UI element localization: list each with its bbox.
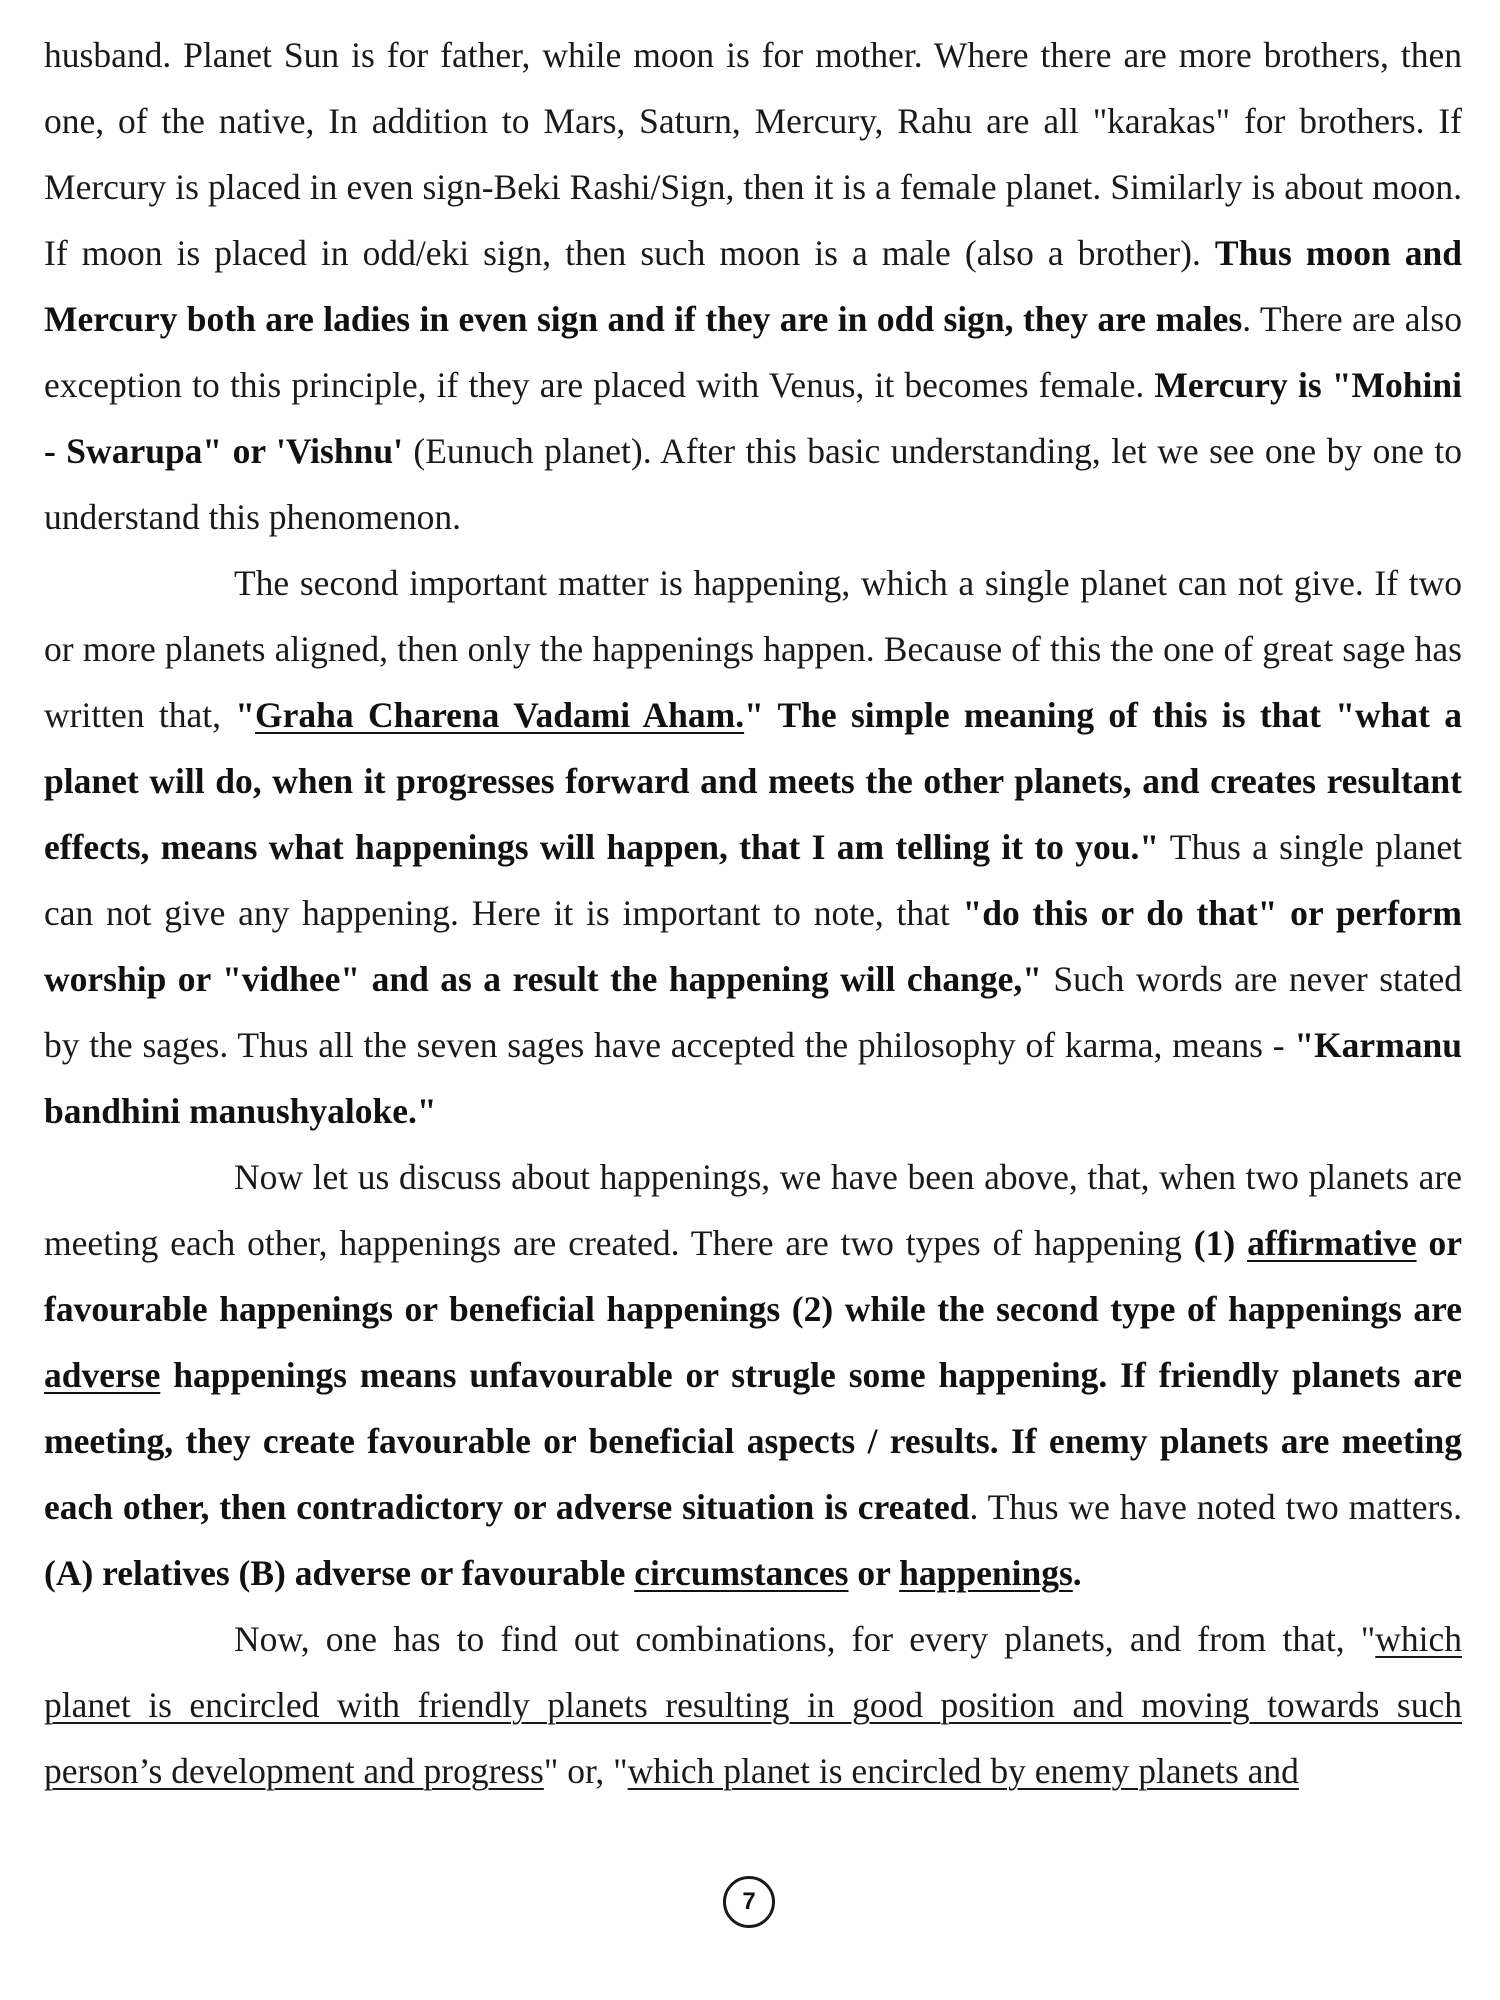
p3-underlined-circumstances: circumstances	[634, 1553, 849, 1593]
p3-underlined-happenings: happenings	[899, 1553, 1073, 1593]
p3-underlined-adverse: adverse	[44, 1355, 161, 1395]
page-number: 7	[723, 1876, 775, 1928]
p4-text-2: " or, "	[543, 1751, 628, 1791]
p3-bold-3: happenings means unfavourable or strugle some happening. If friendly planets are meeting, they create favourable or beneficial aspects / results. If enemy planets are meeting each other, then contradictory or adverse situation is created	[44, 1355, 1462, 1527]
p3-bold-5: or	[848, 1553, 900, 1593]
p2-underlined-title: Graha Charena Vadami Aham.	[255, 695, 745, 735]
p1-bold-1: Thus moon and Mercury both are ladies in even sign and if they are in odd sign, they are males	[44, 233, 1462, 339]
p1-text-3: (Eunuch planet). After this basic understanding, let we see one by one to understand this phenomenon.	[44, 431, 1462, 537]
paragraph-2	[44, 550, 1462, 1144]
p2-bold-3: "Karmanu bandhini manushyaloke."	[44, 1025, 1462, 1131]
p4-underlined-1: which planet is encircled with friendly planets resulting in good position and moving towards such person’s development and progress	[44, 1619, 1462, 1791]
document-page	[44, 22, 1462, 1804]
p2-bold-2: "do this or do that" or perform worship or "vidhee" and as a result the happening will change,"	[44, 893, 1462, 999]
p3-text-1: Now let us discuss about happenings, we have been above, that, when two planets are meeting each other, happenings are created. There are two types of happening	[44, 1157, 1462, 1263]
paragraph-3	[44, 1144, 1462, 1606]
paragraph-4	[44, 1606, 1462, 1804]
p1-text-2: . There are also exception to this principle, if they are placed with Venus, it becomes female.	[44, 299, 1462, 405]
p3-bold-1: (1)	[1193, 1223, 1248, 1263]
p2-text-1: The second important matter is happening, which a single planet can not give. If two or more planets aligned, then only the happenings happen. Because of this the one of great sage has written that,	[44, 563, 1462, 735]
p3-text-2: . Thus we have noted two matters.	[969, 1487, 1463, 1527]
p1-text-1: husband. Planet Sun is for father, while moon is for mother. Where there are more brothers, then one, of the native, In addition to Mars, Saturn, Mercury, Rahu are all "karakas" for brothers. If Mercury is placed in even sign-Beki Rashi/Sign, then it is a female planet. Similarly is about moon. If moon is placed in odd/eki sign, then such moon is a male (also a brother).	[44, 35, 1462, 273]
p4-underlined-2: which planet is encircled by enemy planets and	[627, 1751, 1299, 1791]
p3-bold-2: or favourable happenings or beneficial happenings (2) while the second type of happenings are	[44, 1223, 1462, 1329]
p3-bold-6: .	[1072, 1553, 1082, 1593]
paragraph-1	[44, 22, 1462, 550]
p3-underlined-affirmative: affirmative	[1247, 1223, 1417, 1263]
p1-bold-2: Mercury is "Mohini - Swarupa" or 'Vishnu'	[44, 365, 1462, 471]
p2-bold-1: " The simple meaning of this is that "what a planet will do, when it progresses forward and meets the other planets, and creates resultant effects, means what happenings will happen, that I am telling it to you."	[44, 695, 1462, 867]
p3-bold-4: (A) relatives (B) adverse or favourable	[44, 1553, 635, 1593]
p2-bold-quote-open: "	[235, 695, 256, 735]
p2-text-2: Thus a single planet can not give any happening. Here it is important to note, that	[44, 827, 1462, 933]
p2-text-3: Such words are never stated by the sages. Thus all the seven sages have accepted the philosophy of karma, means -	[44, 959, 1463, 1065]
p4-text-1: Now, one has to find out combinations, for every planets, and from that, "	[234, 1619, 1376, 1659]
